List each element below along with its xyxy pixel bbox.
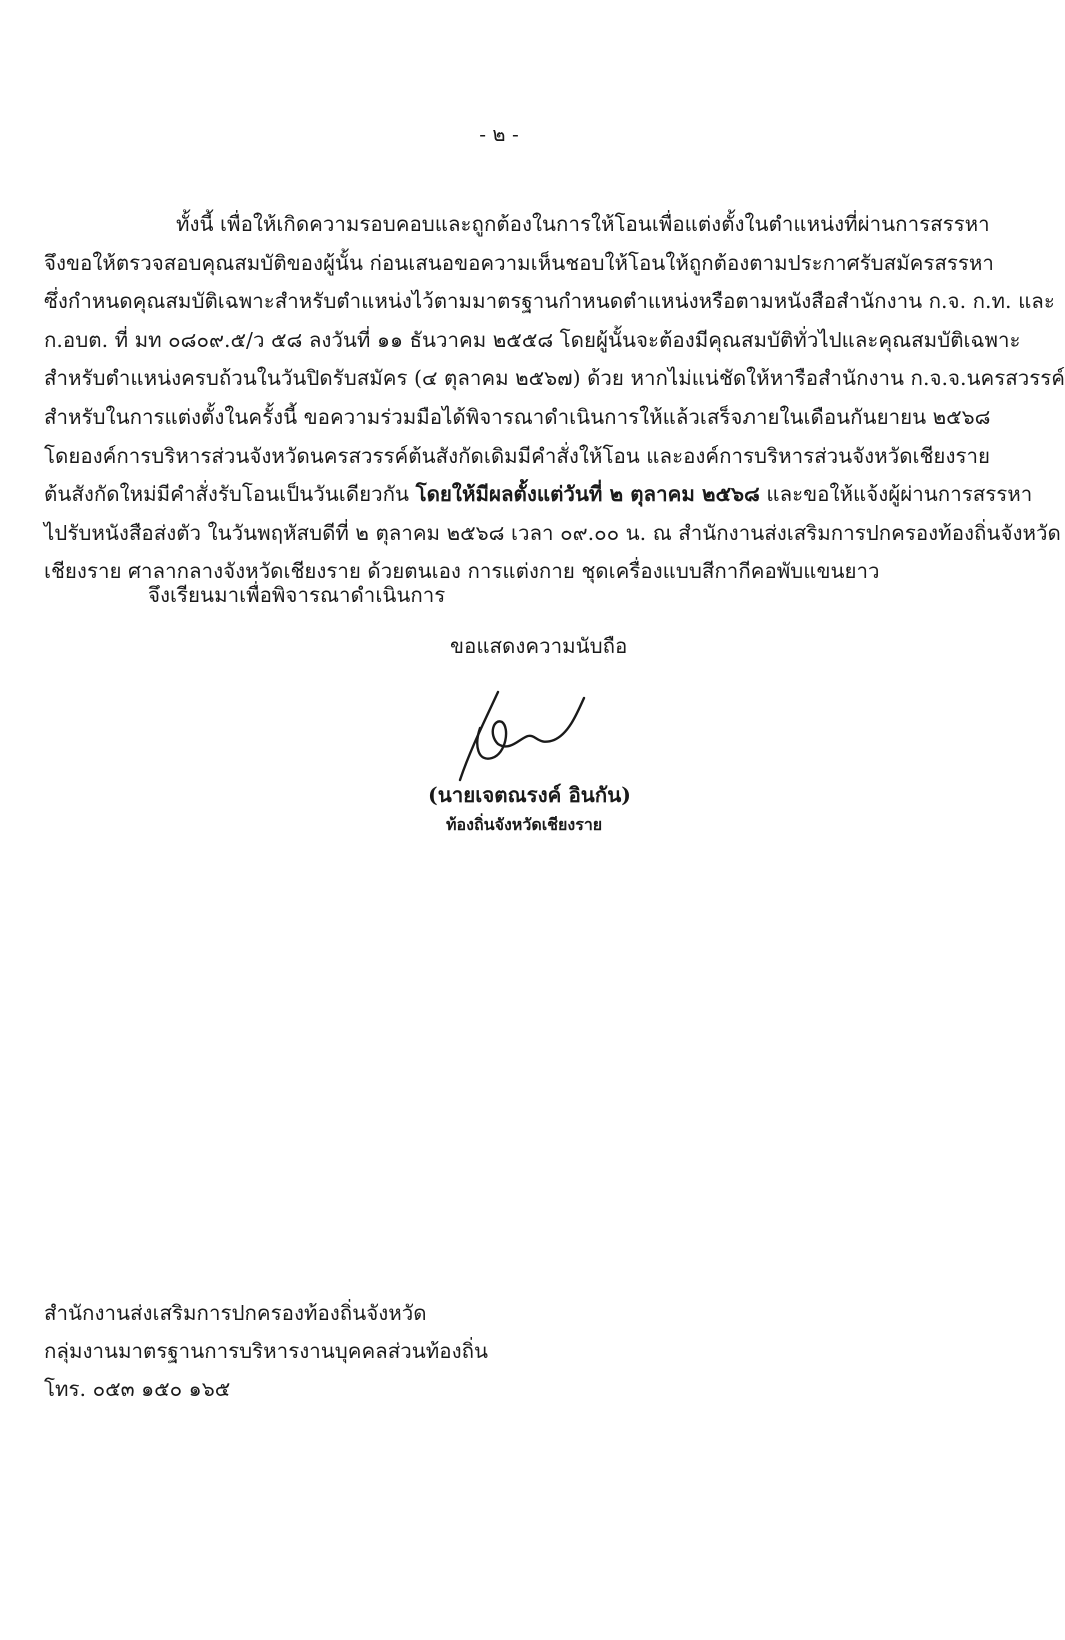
footer-group: กลุ่มงานมาตรฐานการบริหารงานบุคคลส่วนท้องถิ่น (44, 1339, 489, 1363)
body-line: ต้นสังกัดใหม่มีคำสั่งรับโอนเป็นวันเดียวกัน โดยให้มีผลตั้งแต่วันที่ ๒ ตุลาคม ๒๕๖๘ และขอให้แจ้งผู้ผ่านการสรรหา (44, 482, 1033, 507)
footer-contact (44, 1294, 488, 1408)
effective-date-emphasis: โดยให้มีผลตั้งแต่วันที่ ๒ ตุลาคม ๒๕๖๘ (415, 482, 760, 507)
body-line: ทั้งนี้ เพื่อให้เกิดความรอบคอบและถูกต้องในการให้โอนเพื่อแต่งตั้งในตำแหน่งที่ผ่านการสรรหา (176, 212, 990, 236)
body-line: ไปรับหนังสือส่งตัว ในวันพฤหัสบดีที่ ๒ ตุลาคม ๒๕๖๘ เวลา ๐๙.๐๐ น. ณ สำนักงานส่งเสริมการปกครองท้องถิ่นจังหวัด (44, 520, 1061, 545)
body-line: สำหรับตำแหน่งครบถ้วนในวันปิดรับสมัคร (๔ ตุลาคม ๒๕๖๗) ด้วย หากไม่แน่ชัดให้หารือสำนักงาน ก.จ.จ.นครสวรรค์ (44, 366, 1065, 391)
handwritten-signature (458, 688, 588, 784)
body-line: ก.อบต. ที่ มท ๐๘๐๙.๕/ว ๕๘ ลงวันที่ ๑๑ ธันวาคม ๒๕๕๘ โดยผู้นั้นจะต้องมีคุณสมบัติทั่วไปและคุณสมบัติเฉพาะ (44, 327, 1021, 352)
body-line: ซึ่งกำหนดคุณสมบัติเฉพาะสำหรับตำแหน่งไว้ตามมาตรฐานกำหนดตำแหน่งหรือตามหนังสือสำนักงาน ก.จ. ก.ท. และ (44, 289, 1055, 314)
page-number: - ๒ - (479, 122, 519, 146)
regards-line: ขอแสดงความนับถือ (450, 634, 628, 658)
body-line: จึงขอให้ตรวจสอบคุณสมบัติของผู้นั้น ก่อนเสนอขอความเห็นชอบให้โอนให้ถูกต้องตามประกาศรับสมัครสรรหา (44, 250, 994, 275)
signer-title: ท้องถิ่นจังหวัดเชียงราย (446, 815, 603, 834)
signer-name: (นายเจตณรงค์ อินกัน) (428, 783, 631, 807)
closing-line: จึงเรียนมาเพื่อพิจารณาดำเนินการ (148, 583, 446, 607)
body-line: สำหรับในการแต่งตั้งในครั้งนี้ ขอความร่วมมือได้พิจารณาดำเนินการให้แล้วเสร็จภายในเดือนกันยายน ๒๕๖๘ (44, 404, 991, 429)
footer-phone: โทร. ๐๕๓ ๑๕๐ ๑๖๕ (44, 1377, 231, 1401)
body-line: เชียงราย ศาลากลางจังหวัดเชียงราย ด้วยตนเอง การแต่งกาย ชุดเครื่องแบบสีกากีคอพับแขนยาว (44, 559, 880, 584)
body-paragraph (44, 205, 1065, 591)
body-line: โดยองค์การบริหารส่วนจังหวัดนครสวรรค์ต้นสังกัดเดิมมีคำสั่งให้โอน และองค์การบริหารส่วนจังหวัดเชียงราย (44, 443, 990, 468)
footer-office: สำนักงานส่งเสริมการปกครองท้องถิ่นจังหวัด (44, 1301, 427, 1325)
